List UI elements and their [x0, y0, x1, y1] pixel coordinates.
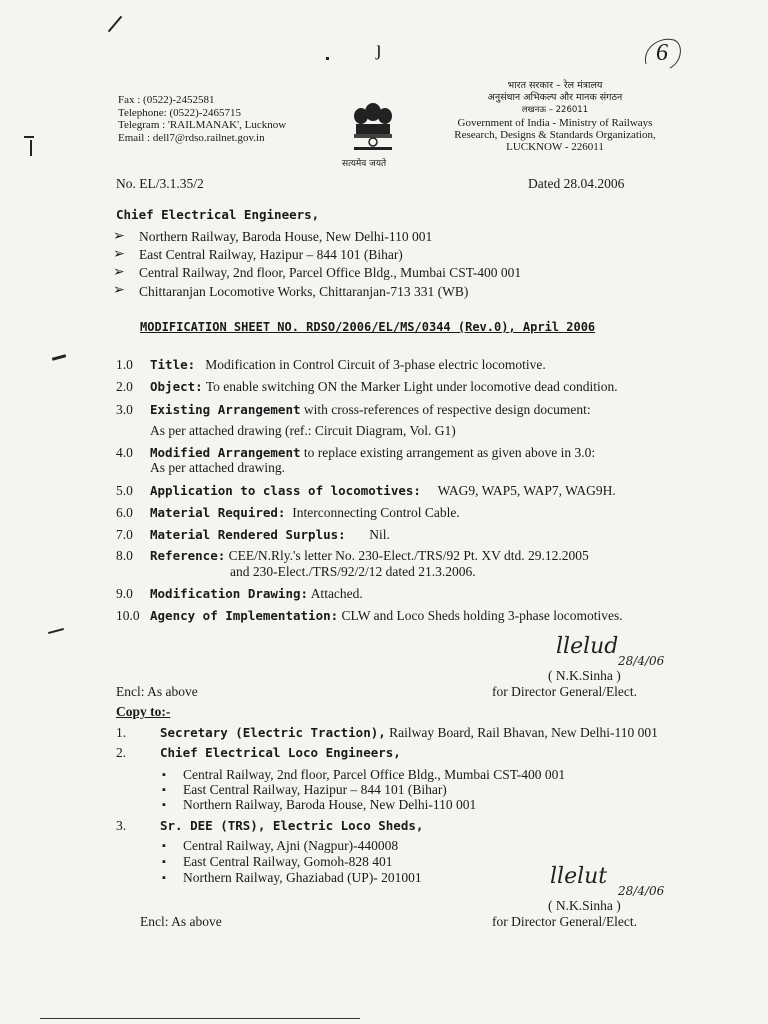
bullet-item: East Central Railway, Gomoh-828 401 [183, 854, 393, 869]
scan-mark [24, 136, 34, 138]
copy-to-title: Copy to:- [116, 704, 171, 719]
arrow-bullet-icon: ➢ [113, 283, 125, 298]
bullet-icon: ▪ [162, 840, 166, 852]
arrow-bullet-icon: ➢ [113, 265, 125, 280]
list-item-sub: As per attached drawing. [150, 460, 285, 475]
org-line-3: LUCKNOW - 226011 [506, 141, 604, 154]
enclosure-note: Encl: As above [140, 914, 222, 929]
letter-date: Dated 28.04.2006 [528, 176, 625, 191]
addressee-title: Chief Electrical Engineers, [116, 207, 320, 222]
email-line: Email : dell7@rdso.railnet.gov.in [118, 131, 265, 144]
list-item-sub: As per attached drawing (ref.: Circuit Diagram, Vol. G1) [150, 423, 456, 438]
addressee-line: East Central Railway, Hazipur – 844 101 (Bihar) [139, 247, 403, 262]
addressee-line: Chittaranjan Locomotive Works, Chittaranjan-713 331 (WB) [139, 284, 469, 299]
organization-block [440, 80, 670, 153]
signatory-designation: for Director General/Elect. [492, 914, 638, 929]
telegram-line: Telegram : 'RAILMANAK', Lucknow [118, 119, 287, 132]
org-hindi-3: लखनऊ – 226011 [521, 105, 589, 116]
modification-sheet-heading: MODIFICATION SHEET NO. RDSO/2006/EL/MS/0344 (Rev.0), April 2006 [140, 320, 596, 334]
bullet-item: Central Railway, 2nd floor, Parcel Office Bldg., Mumbai CST-400 001 [183, 767, 566, 782]
bullet-item: East Central Railway, Hazipur – 844 101 (Bihar) [183, 782, 447, 797]
org-hindi-2: अनुसंधान अभिकल्प और मानक संगठन [487, 92, 623, 104]
bullet-icon: ▪ [162, 872, 166, 884]
bullet-icon: ▪ [162, 769, 166, 781]
signature-date: 28/4/06 [618, 654, 665, 668]
scan-mark [48, 628, 64, 634]
page-number-mark: 6 [640, 34, 684, 74]
arrow-bullet-icon: ➢ [113, 229, 125, 244]
bullet-item: Northern Railway, Baroda House, New Delhi-110 001 [183, 797, 477, 812]
signature-date: 28/4/06 [618, 884, 665, 898]
bullet-icon: ▪ [162, 799, 166, 811]
scan-mark: ȷ [376, 38, 382, 60]
emblem-motto: सत्यमेव जयते [342, 159, 387, 169]
bullet-icon: ▪ [162, 784, 166, 796]
scan-mark [30, 140, 32, 156]
contact-block [118, 94, 286, 144]
org-hindi-1: भारत सरकार – रेल मंत्रालय [507, 80, 603, 91]
signatory-name: ( N.K.Sinha ) [548, 898, 621, 913]
scan-mark [40, 1018, 360, 1019]
bullet-icon: ▪ [162, 856, 166, 868]
addressee-line: Northern Railway, Baroda House, New Delhi-110 001 [139, 229, 433, 244]
signature-scribble: llelud [556, 634, 619, 659]
fax-line: Fax : (0522)-2452581 [118, 94, 215, 106]
bullet-item: Central Railway, Ajni (Nagpur)-440008 [183, 838, 399, 853]
signature-scribble: llelut [550, 864, 608, 889]
org-line-1: Government of India - Ministry of Railways [457, 116, 653, 129]
bullet-item: Northern Railway, Ghaziabad (UP)- 201001 [183, 870, 422, 885]
signatory-name: ( N.K.Sinha ) [548, 668, 621, 683]
arrow-bullet-icon: ➢ [113, 247, 125, 262]
national-emblem-icon [342, 96, 398, 169]
scan-mark [108, 16, 122, 33]
addressee-line: Central Railway, 2nd floor, Parcel Office Bldg., Mumbai CST-400 001 [139, 265, 522, 280]
list-item-sub: and 230-Elect./TRS/92/2/12 dated 21.3.2006. [230, 564, 476, 579]
scan-mark [326, 57, 329, 60]
enclosure-note: Encl: As above [116, 684, 198, 699]
telephone-line: Telephone: (0522)-2465715 [118, 106, 241, 119]
org-line-2: Research, Designs & Standards Organization, [454, 128, 656, 141]
reference-number: No. EL/3.1.35/2 [116, 176, 204, 191]
signatory-designation: for Director General/Elect. [492, 684, 638, 699]
scan-mark [52, 354, 66, 361]
